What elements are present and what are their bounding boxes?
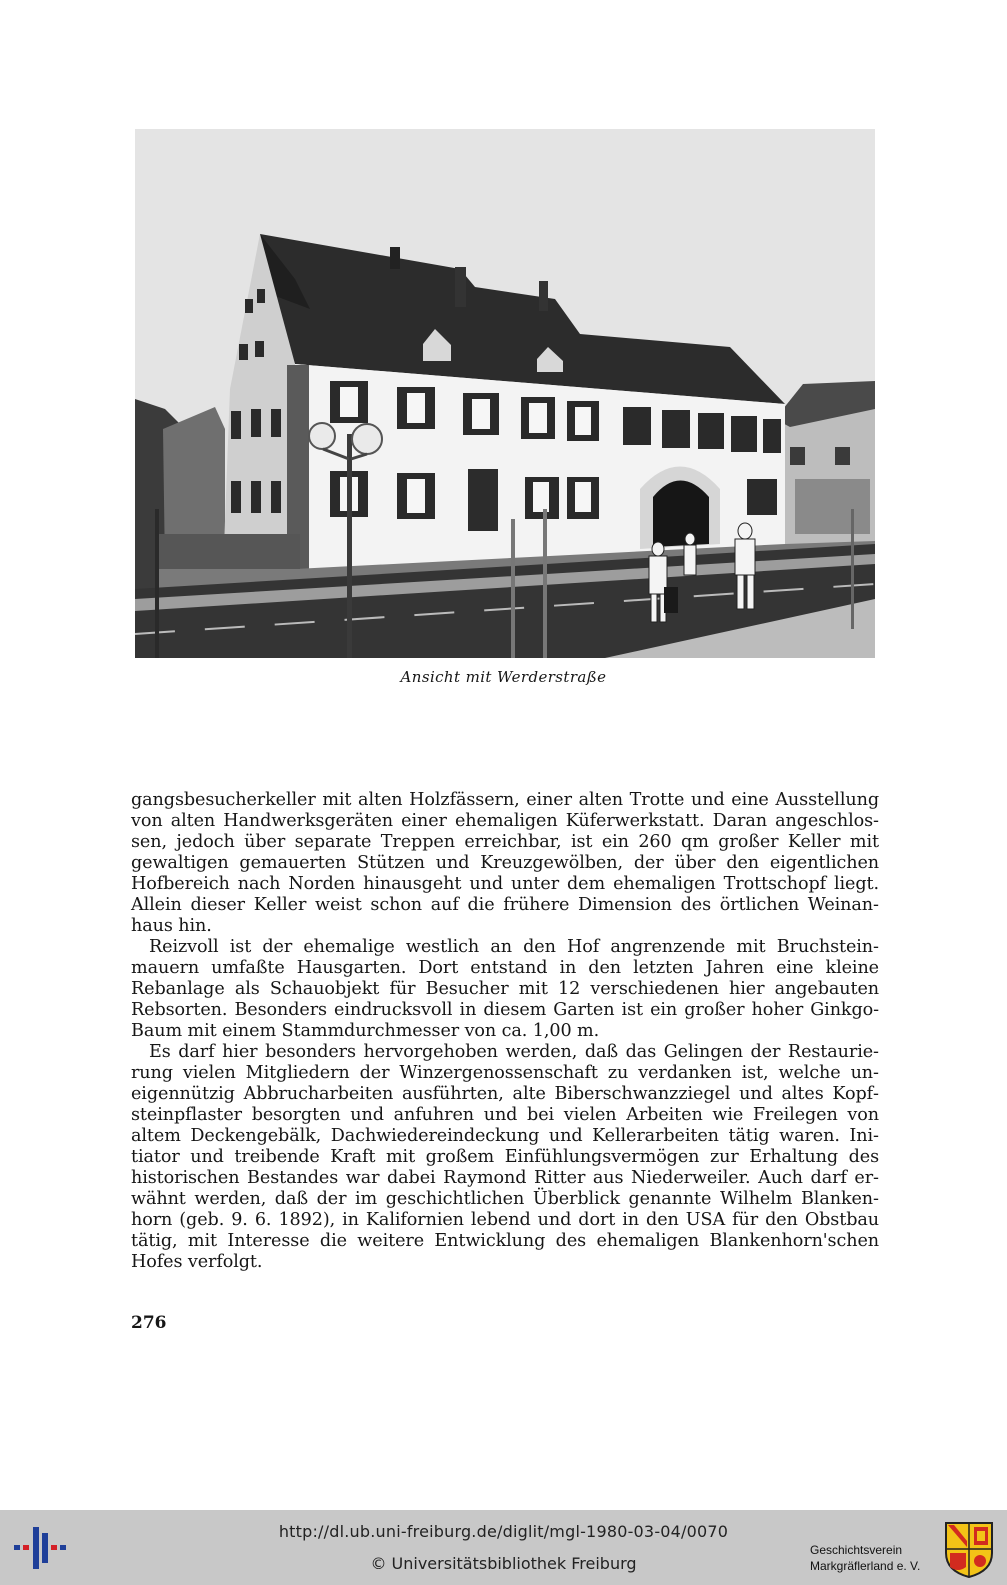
body-text bbox=[131, 790, 879, 1273]
library-footer bbox=[0, 1510, 1007, 1585]
footer-url[interactable]: http://dl.ub.uni-freiburg.de/diglit/mgl-1980-03-04/0070 bbox=[278, 1522, 729, 1541]
society-line: Geschichtsverein bbox=[810, 1543, 903, 1557]
coat-of-arms-icon bbox=[944, 1521, 994, 1579]
figure-caption: Ansicht mit Werderstraße bbox=[400, 668, 607, 686]
paragraph: Reizvoll ist der ehemalige westlich an den Hof angrenzende mit Bruchsteinmauern umfaßte Hausgarten. Dort entstand in den letzten Jahren eine kleine Rebanlage als Schauobjekt für Besucher mit 12 verschiedenen hier angebauten Rebsorten. Besonders eindrucksvoll in diesem Garten ist ein großer hoher Ginkgo-Baum mit einem Stammdurchmesser von ca. 1,00 m. bbox=[131, 937, 879, 1041]
building-photo bbox=[135, 129, 875, 658]
paragraph: Es darf hier besonders hervorgehoben werden, daß das Gelingen der Restaurierung vielen Mitgliedern der Winzergenossenschaft zu verdanken ist, welche uneigennützig Abbrucharbeiten ausführten, alte Biberschwanzziegel und altes Kopfsteinpflaster besorgten und anfuhren und bei vielen Arbeiten wie Freilegen von altem Deckengebälk, Dachwiedereindeckung und Kellerarbeiten tätig waren. Initiator und treibende Kraft mit großem Einfühlungsvermögen zur Erhaltung des historischen Bestandes war dabei Raymond Ritter aus Niederweiler. Auch darf erwähnt werden, daß der im geschichtlichen Überblick genannte Wilhelm Blankenhorn (geb. 9. 6. 1892), in Kalifornien lebend und dort in den USA für den Obstbau tätig, mit Interesse die weitere Entwicklung des ehemaligen Blankenhorn'schen Hofes verfolgt. bbox=[131, 1042, 879, 1272]
society-line: Markgräflerland e. V. bbox=[810, 1559, 921, 1573]
page-number: 276 bbox=[131, 1313, 167, 1333]
society-name bbox=[810, 1542, 950, 1574]
footer-copyright: © Universitätsbibliothek Freiburg bbox=[370, 1554, 637, 1573]
paragraph: gangsbesucherkeller mit alten Holzfässern, einer alten Trotte und eine Ausstellung von alten Handwerksgeräten einer ehemaligen Küferwerkstatt. Daran angeschlossen, jedoch über separate Treppen erreichbar, ist ein 260 qm großer Keller mit gewaltigen gemauerten Stützen und Kreuzgewölben, der über den eigentlichen Hofbereich nach Norden hinausgeht und unter dem ehemaligen Trottschopf liegt. Allein dieser Keller weist schon auf die frühere Dimension des örtlichen Weinanhaus hin. bbox=[131, 790, 879, 936]
